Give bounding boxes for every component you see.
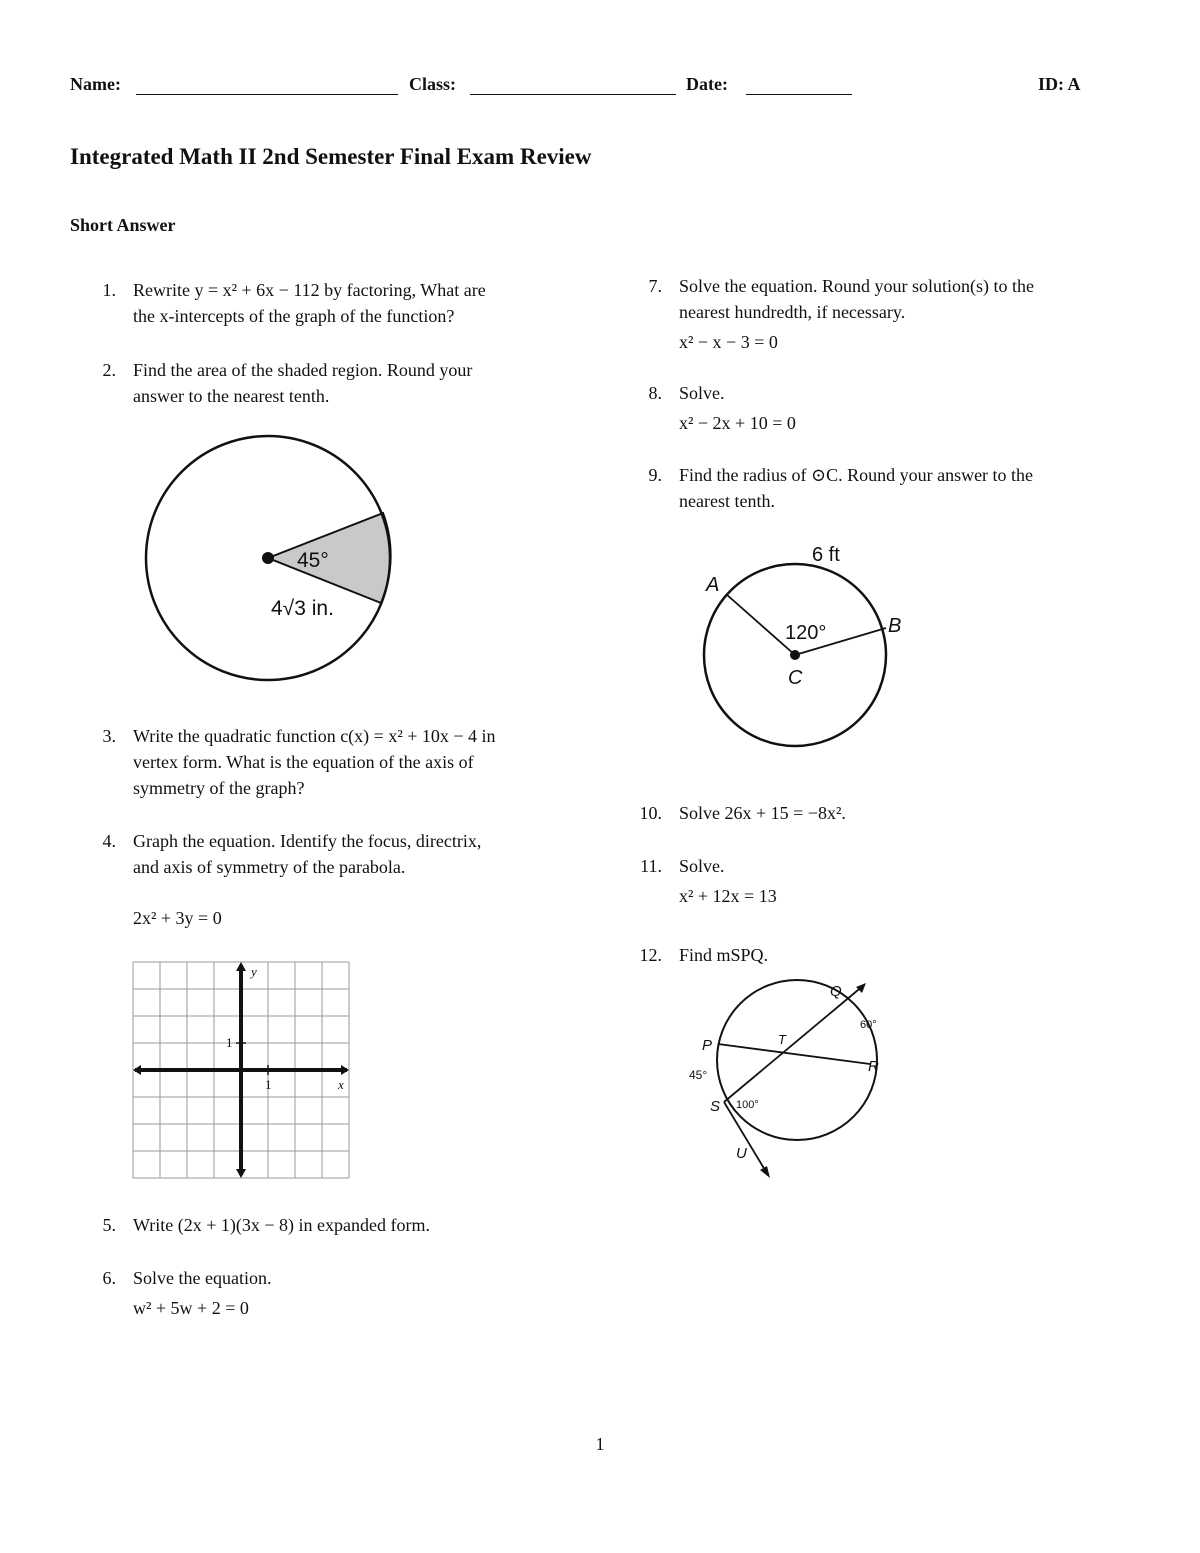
circle-outline bbox=[717, 980, 877, 1140]
question-text: Write (2x + 1)(3x − 8) in expanded form. bbox=[133, 1215, 430, 1235]
id-label: ID: A bbox=[1038, 74, 1081, 94]
shaded-sector bbox=[268, 513, 391, 603]
point-c-label: C bbox=[788, 667, 803, 689]
coordinate-grid[interactable] bbox=[133, 962, 353, 1182]
equation: w² + 5w + 2 = 0 bbox=[133, 1298, 249, 1318]
question-number: 7. bbox=[648, 276, 662, 296]
question-number: 8. bbox=[648, 383, 662, 403]
arc-s-label: 100° bbox=[736, 1099, 759, 1111]
question-text: Solve. bbox=[679, 383, 725, 403]
date-label: Date: bbox=[686, 74, 728, 94]
point-t-label: T bbox=[778, 1032, 786, 1047]
x-axis-arrow-right bbox=[341, 1065, 349, 1075]
question-text: Solve 26x + 15 = −8x². bbox=[679, 803, 846, 823]
point-s-label: S bbox=[710, 1098, 721, 1115]
y-axis-label: y bbox=[251, 964, 257, 979]
question-text: Solve the equation. bbox=[133, 1268, 272, 1288]
question-text: Write the quadratic function c(x) = x² + 10x − 4 in bbox=[133, 726, 496, 746]
question-text: answer to the nearest tenth. bbox=[133, 386, 330, 406]
x-tick-label: 1 bbox=[265, 1077, 272, 1092]
equation: x² − 2x + 10 = 0 bbox=[679, 413, 796, 433]
question-number: 1. bbox=[102, 280, 116, 300]
center-point bbox=[262, 552, 274, 564]
question-text: symmetry of the graph? bbox=[133, 778, 305, 798]
question-number: 3. bbox=[102, 726, 116, 746]
arc-length-label: 6 ft bbox=[812, 544, 840, 566]
chord-pr bbox=[718, 1044, 870, 1064]
question-number: 11. bbox=[640, 856, 662, 876]
ray-su bbox=[724, 1102, 768, 1175]
equation: x² − x − 3 = 0 bbox=[679, 332, 778, 352]
point-u-label: U bbox=[736, 1145, 747, 1162]
date-field[interactable] bbox=[746, 76, 852, 95]
point-b-label: B bbox=[888, 615, 902, 637]
question-number: 6. bbox=[102, 1268, 116, 1288]
question-number: 4. bbox=[102, 831, 116, 851]
question-text: nearest hundredth, if necessary. bbox=[679, 302, 906, 322]
y-tick-label: 1 bbox=[226, 1035, 233, 1050]
y-axis-arrow-down bbox=[236, 1169, 246, 1178]
equation: x² + 12x = 13 bbox=[679, 886, 777, 906]
question-text: and axis of symmetry of the parabola. bbox=[133, 857, 406, 877]
radius-label: 4√3 in. bbox=[271, 597, 334, 620]
question-number: 12. bbox=[639, 945, 662, 965]
question-text: vertex form. What is the equation of the axis of bbox=[133, 752, 474, 772]
secant-sq bbox=[724, 985, 864, 1102]
point-a-label: A bbox=[706, 574, 720, 596]
question-number: 2. bbox=[102, 360, 116, 380]
question-number: 10. bbox=[639, 803, 662, 823]
x-axis-arrow-left bbox=[133, 1065, 141, 1075]
point-p-label: P bbox=[702, 1037, 713, 1054]
name-field[interactable] bbox=[136, 76, 398, 95]
question-text: Find the area of the shaded region. Round your bbox=[133, 360, 473, 380]
x-axis-label: x bbox=[338, 1077, 344, 1092]
arc-qr-label: 60° bbox=[860, 1019, 877, 1031]
header bbox=[70, 74, 1092, 98]
shaded-sector-figure bbox=[145, 435, 395, 685]
central-angle-label: 120° bbox=[785, 622, 827, 644]
point-q-label: Q bbox=[830, 983, 842, 1000]
question-text: Solve. bbox=[679, 856, 725, 876]
secant-circle-figure bbox=[686, 980, 896, 1185]
sector-angle-label: 45° bbox=[297, 549, 329, 572]
page-number: 1 bbox=[595, 1434, 605, 1454]
question-number: 9. bbox=[648, 465, 662, 485]
y-axis-arrow-up bbox=[236, 962, 246, 971]
question-text: Find the radius of ⊙C. Round your answer to the bbox=[679, 465, 1034, 485]
class-label: Class: bbox=[409, 74, 457, 94]
arc-ps-label: 45° bbox=[689, 1068, 708, 1082]
arrow-u bbox=[760, 1166, 770, 1178]
equation: 2x² + 3y = 0 bbox=[133, 908, 222, 928]
point-r-label: R bbox=[868, 1058, 879, 1075]
section-heading: Short Answer bbox=[70, 215, 176, 235]
name-label: Name: bbox=[70, 74, 121, 94]
class-field[interactable] bbox=[470, 76, 676, 95]
question-text: Rewrite y = x² + 6x − 112 by factoring, What are bbox=[133, 280, 486, 300]
question-text: Graph the equation. Identify the focus, directrix, bbox=[133, 831, 482, 851]
question-text: Solve the equation. Round your solution(s) to the bbox=[679, 276, 1034, 296]
circle-radius-figure bbox=[700, 540, 920, 755]
question-number: 5. bbox=[102, 1215, 116, 1235]
question-text: Find mSPQ. bbox=[679, 945, 769, 965]
page-title: Integrated Math II 2nd Semester Final Exam Review bbox=[70, 144, 592, 169]
question-text: nearest tenth. bbox=[679, 491, 775, 511]
question-text: the x-intercepts of the graph of the function? bbox=[133, 306, 455, 326]
center-point bbox=[790, 650, 800, 660]
